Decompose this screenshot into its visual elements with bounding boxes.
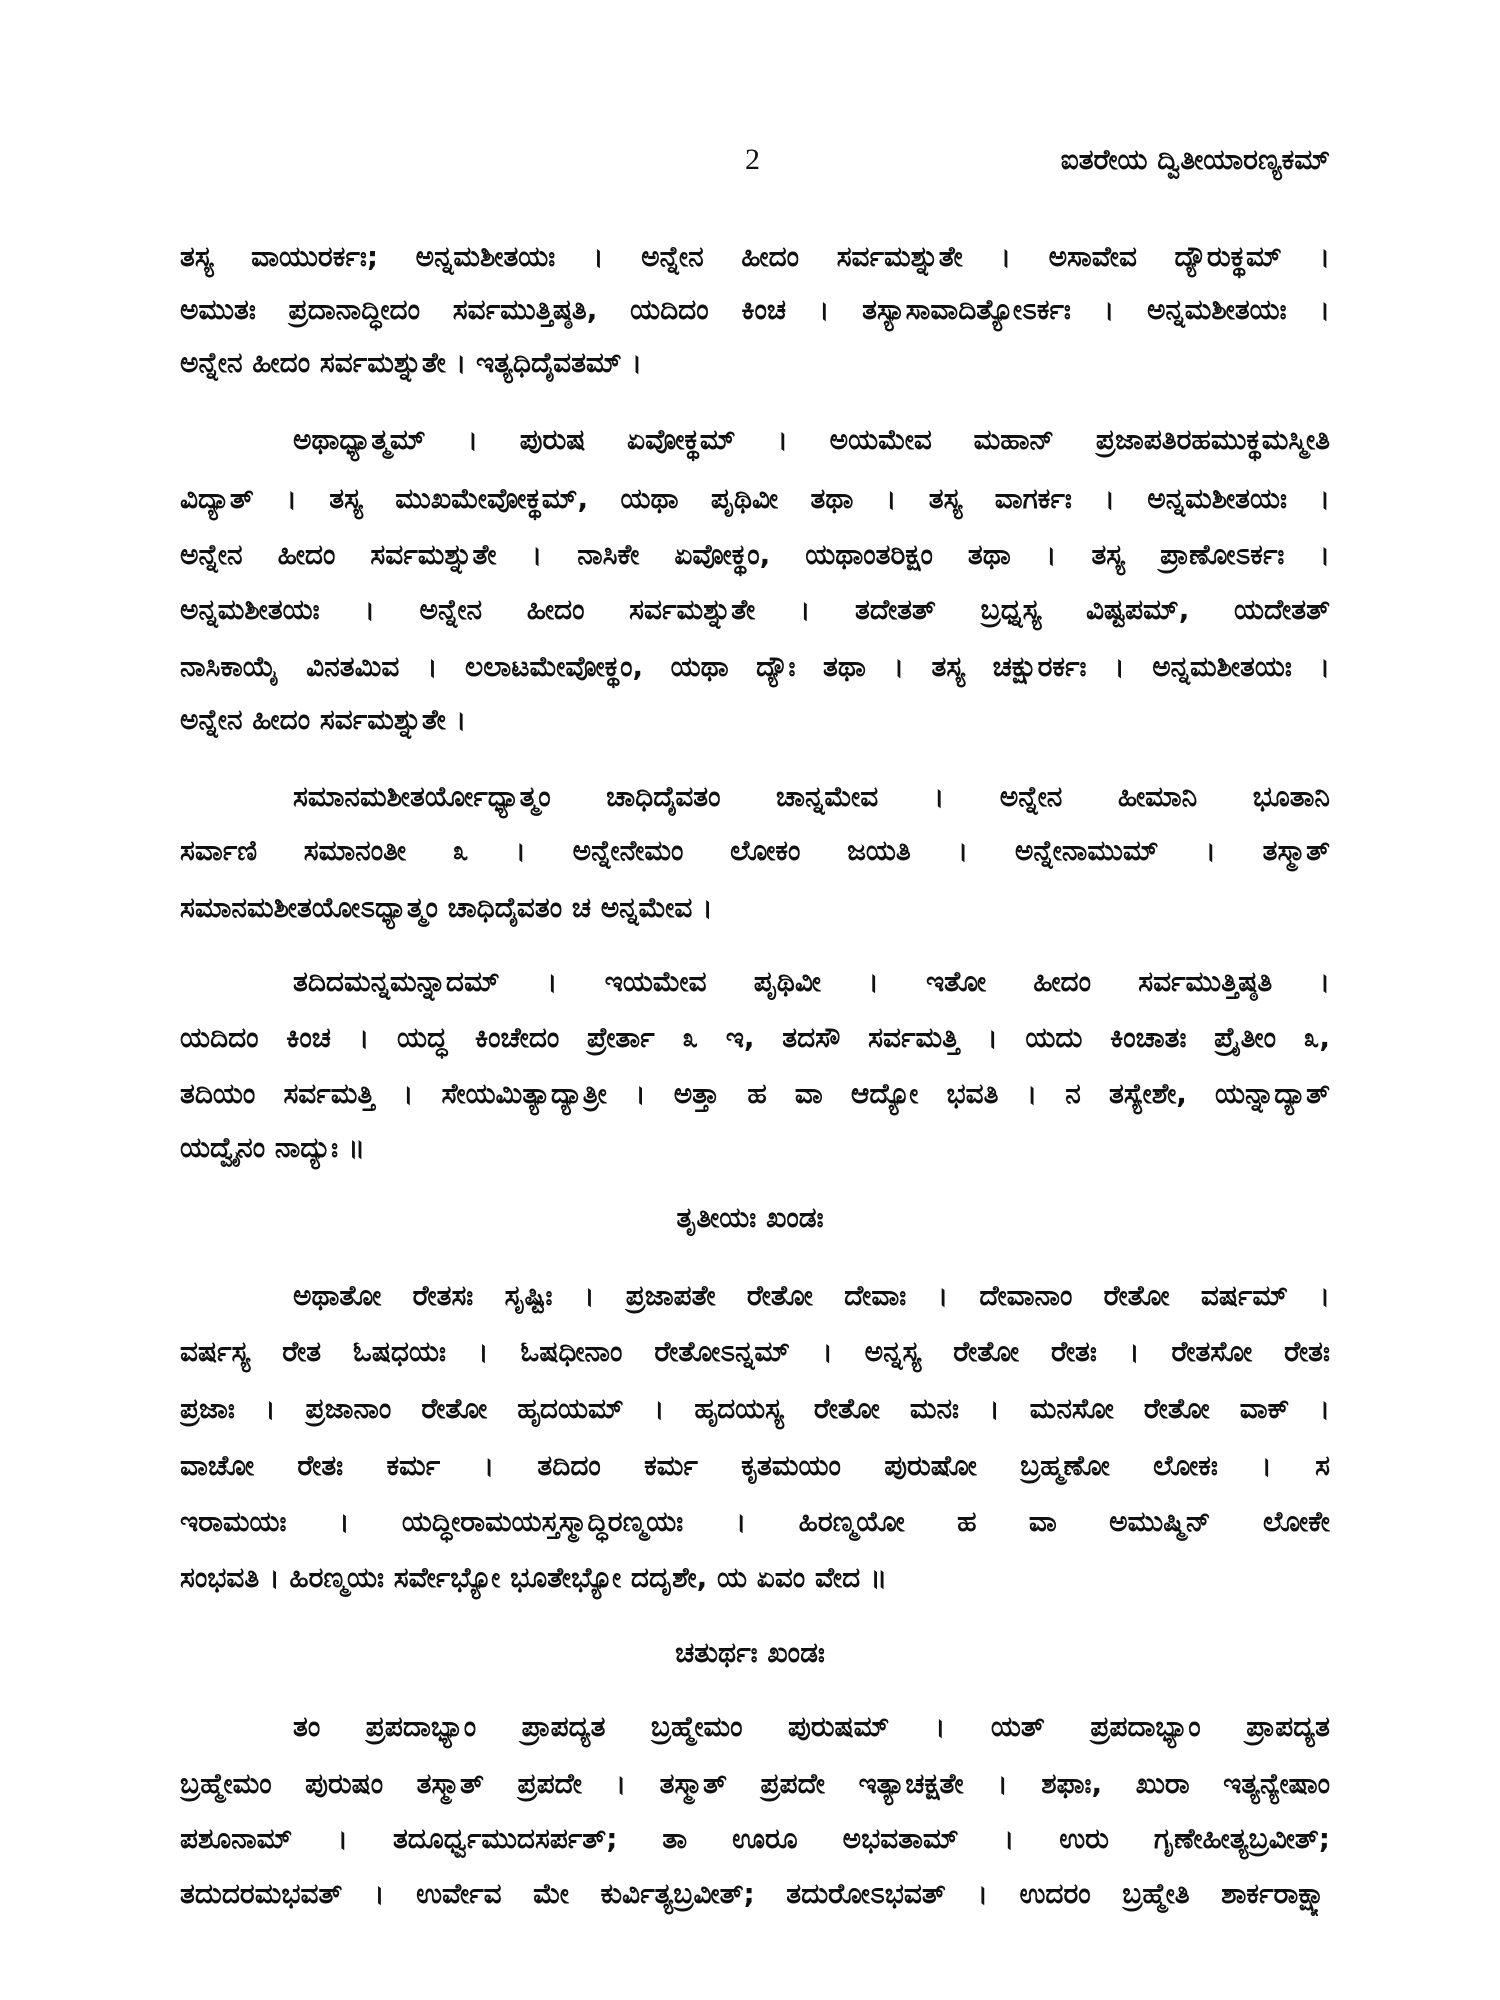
text-line: ತಂ ಪ್ರಪದಾಭ್ಯಾಂ ಪ್ರಾಪದ್ಯತ ಬ್ರಹ್ಮೇಮಂ ಪುರುಷಮ್ । ಯತ್ ಪ್ರಪದಾಭ್ಯಾಂ ಪ್ರಾಪದ್ಯತ [293,1710,1330,1743]
text-line: ಸಮಾನಮಶೀತರ್ಯೋಧ್ಯಾತ್ಮಂ ಚಾಧಿದೈವತಂ ಚಾನ್ನಮೇವ । ಅನ್ನೇನ ಹೀಮಾನಿ ಭೂತಾನಿ [293,780,1330,813]
running-title: ಐತರೇಯ ದ್ವಿತೀಯಾರಣ್ಯಕಮ್ [1060,143,1330,176]
text-line: ಪಶೂನಾಮ್ । ತದೂರ್ಧ್ವಮುದಸರ್ಪತ್; ತಾ ಊರೂ ಅಭವತಾಮ್ । ಉರು ಗೃಣೇಹೀತ್ಯಬ್ರವೀತ್; [180,1822,1330,1855]
text-line: ಯದಿದಂ ಕಿಂಚ । ಯದ್ಧ ಕಿಂಚೇದಂ ಪ್ರೇರ್ತಾ ೩ ಇ, ತದಸೌ ಸರ್ವಮತ್ತಿ । ಯದು ಕಿಂಚಾತಃ ಪ್ರೈತೀಂ ೩, [180,1021,1330,1054]
text-line: ಸರ್ವಾಣಿ ಸಮಾನಂತೀ ೩ । ಅನ್ನೇನೇಮಂ ಲೋಕಂ ಜಯತಿ । ಅನ್ನೇನಾಮುಮ್ । ತಸ್ಮಾತ್ [180,834,1330,867]
section-heading: ತೃತೀಯಃ ಖಂಡಃ [676,1201,824,1234]
text-line: ತದಿದಮನ್ನಮನ್ನಾದಮ್ । ಇಯಮೇವ ಪೃಥಿವೀ । ಇತೋ ಹೀದಂ ಸರ್ವಮುತ್ತಿಷ್ಠತಿ । [293,965,1330,998]
text-line: ಇರಾಮಯಃ । ಯದ್ಧೀರಾಮಯಸ್ತಸ್ಮಾದ್ಧಿರಣ್ಮಯಃ । ಹಿರಣ್ಮಯೋ ಹ ವಾ ಅಮುಷ್ಮಿನ್ ಲೋಕೇ [180,1505,1330,1538]
text-line: ತಸ್ಯ ವಾಯುರರ್ಕಃ; ಅನ್ನಮಶೀತಯಃ । ಅನ್ನೇನ ಹೀದಂ ಸರ್ವಮಶ್ನುತೇ । ಅಸಾವೇವ ದ್ಯೌರುಕ್ಥಮ್ । [180,240,1330,273]
text-line: ಯದ್ವೈನಂ ನಾದ್ಯುಃ ॥ [180,1131,365,1164]
text-line: ವರ್ಷಸ್ಯ ರೇತ ಓಷಧಯಃ । ಓಷಧೀನಾಂ ರೇತೋಽನ್ನಮ್ । ಅನ್ನಸ್ಯ ರೇತೋ ರೇತಃ । ರೇತಸೋ ರೇತಃ [180,1335,1330,1368]
text-line: ಸಮಾನಮಶೀತಯೋಽಧ್ಯಾತ್ಮಂ ಚಾಧಿದೈವತಂ ಚ ಅನ್ನಮೇವ । [180,891,713,924]
text-line: ತದಿಯಂ ಸರ್ವಮತ್ತಿ । ಸೇಯಮಿತ್ಯಾದ್ಯಾತ್ರೀ । ಅತ್ತಾ ಹ ವಾ ಆದ್ಯೋ ಭವತಿ । ನ ತಸ್ಯೇಶೇ, ಯನ್ನಾದ್ಯಾತ್ [180,1077,1330,1110]
text-line: ವಿದ್ಯಾತ್ । ತಸ್ಯ ಮುಖಮೇವೋಕ್ಥಮ್, ಯಥಾ ಪೃಥಿವೀ ತಥಾ । ತಸ್ಯ ವಾಗರ್ಕಃ । ಅನ್ನಮಶೀತಯಃ । [180,482,1330,515]
text-line: ಅನ್ನೇನ ಹೀದಂ ಸರ್ವಮಶ್ನುತೇ । ನಾಸಿಕೇ ಏವೋಕ್ಥಂ, ಯಥಾಂತರಿಕ್ಷಂ ತಥಾ । ತಸ್ಯ ಪ್ರಾಣೋಽರ್ಕಃ । [180,538,1330,571]
text-line: ತದುದರಮಭವತ್ । ಉರ್ವೇವ ಮೇ ಕುರ್ವಿತ್ಯಬ್ರವೀತ್; ತದುರೋಽಭವತ್ । ಉದರಂ ಬ್ರಹ್ಮೇತಿ ಶಾರ್ಕರಾಕ್ಷ್ಯಾ [180,1877,1330,1910]
text-line: ಅಥಾತೋ ರೇತಸಃ ಸೃಷ್ಟಿಃ । ಪ್ರಜಾಪತೇ ರೇತೋ ದೇವಾಃ । ದೇವಾನಾಂ ರೇತೋ ವರ್ಷಮ್ । [293,1279,1330,1312]
text-line: ಪ್ರಜಾಃ । ಪ್ರಜಾನಾಂ ರೇತೋ ಹೃದಯಮ್ । ಹೃದಯಸ್ಯ ರೇತೋ ಮನಃ । ಮನಸೋ ರೇತೋ ವಾಕ್ । [180,1392,1330,1425]
text-line: ಬ್ರಹ್ಮೇಮಂ ಪುರುಷಂ ತಸ್ಮಾತ್ ಪ್ರಪದೇ । ತಸ್ಮಾತ್ ಪ್ರಪದೇ ಇತ್ಯಾಚಕ್ಷತೇ । ಶಫಾಃ, ಖುರಾ ಇತ್ಯನ್ಯೇಷಾಂ [180,1767,1330,1800]
text-line: ನಾಸಿಕಾಯೈ ವಿನತಮಿವ । ಲಲಾಟಮೇವೋಕ್ಥಂ, ಯಥಾ ದ್ಯೌಃ ತಥಾ । ತಸ್ಯ ಚಕ್ಷುರರ್ಕಃ । ಅನ್ನಮಶೀತಯಃ । [180,650,1330,683]
text-line: ಅನ್ನಮಶೀತಯಃ । ಅನ್ನೇನ ಹೀದಂ ಸರ್ವಮಶ್ನುತೇ । ತದೇತತ್ ಬ್ರಧ್ನಸ್ಯ ವಿಷ್ಟಪಮ್, ಯದೇತತ್ [180,593,1330,626]
text-line: ವಾಚೋ ರೇತಃ ಕರ್ಮ । ತದಿದಂ ಕರ್ಮ ಕೃತಮಯಂ ಪುರುಷೋ ಬ್ರಹ್ಮಣೋ ಲೋಕಃ । ಸ [180,1449,1330,1482]
text-line: ಅನ್ನೇನ ಹೀದಂ ಸರ್ವಮಶ್ನುತೇ । [180,703,467,736]
section-heading: ಚತುರ್ಥಃ ಖಂಡಃ [675,1636,825,1669]
text-line: ಅಥಾಧ್ಯಾತ್ಮಮ್ । ಪುರುಷ ಏವೋಕ್ಥಮ್ । ಅಯಮೇವ ಮಹಾನ್ ಪ್ರಜಾಪತಿರಹಮುಕ್ಥಮಸ್ಮೀತಿ [293,423,1330,456]
text-line: ಸಂಭವತಿ । ಹಿರಣ್ಮಯಃ ಸರ್ವೇಭ್ಯೋ ಭೂತೇಭ್ಯೋ ದದೃಶೇ, ಯ ಏವಂ ವೇದ ॥ [180,1561,888,1594]
page-number: 2 [745,143,760,176]
text-line: ಅನ್ನೇನ ಹೀದಂ ಸರ್ವಮಶ್ನುತೇ । ಇತ್ಯಧಿದೈವತಮ್ । [180,346,643,379]
text-line: ಅಮುತಃ ಪ್ರದಾನಾದ್ಧೀದಂ ಸರ್ವಮುತ್ತಿಷ್ಠತಿ, ಯದಿದಂ ಕಿಂಚ । ತಸ್ಯಾಸಾವಾದಿತ್ಯೋಽರ್ಕಃ । ಅನ್ನಮಶೀತಯಃ । [180,293,1330,326]
